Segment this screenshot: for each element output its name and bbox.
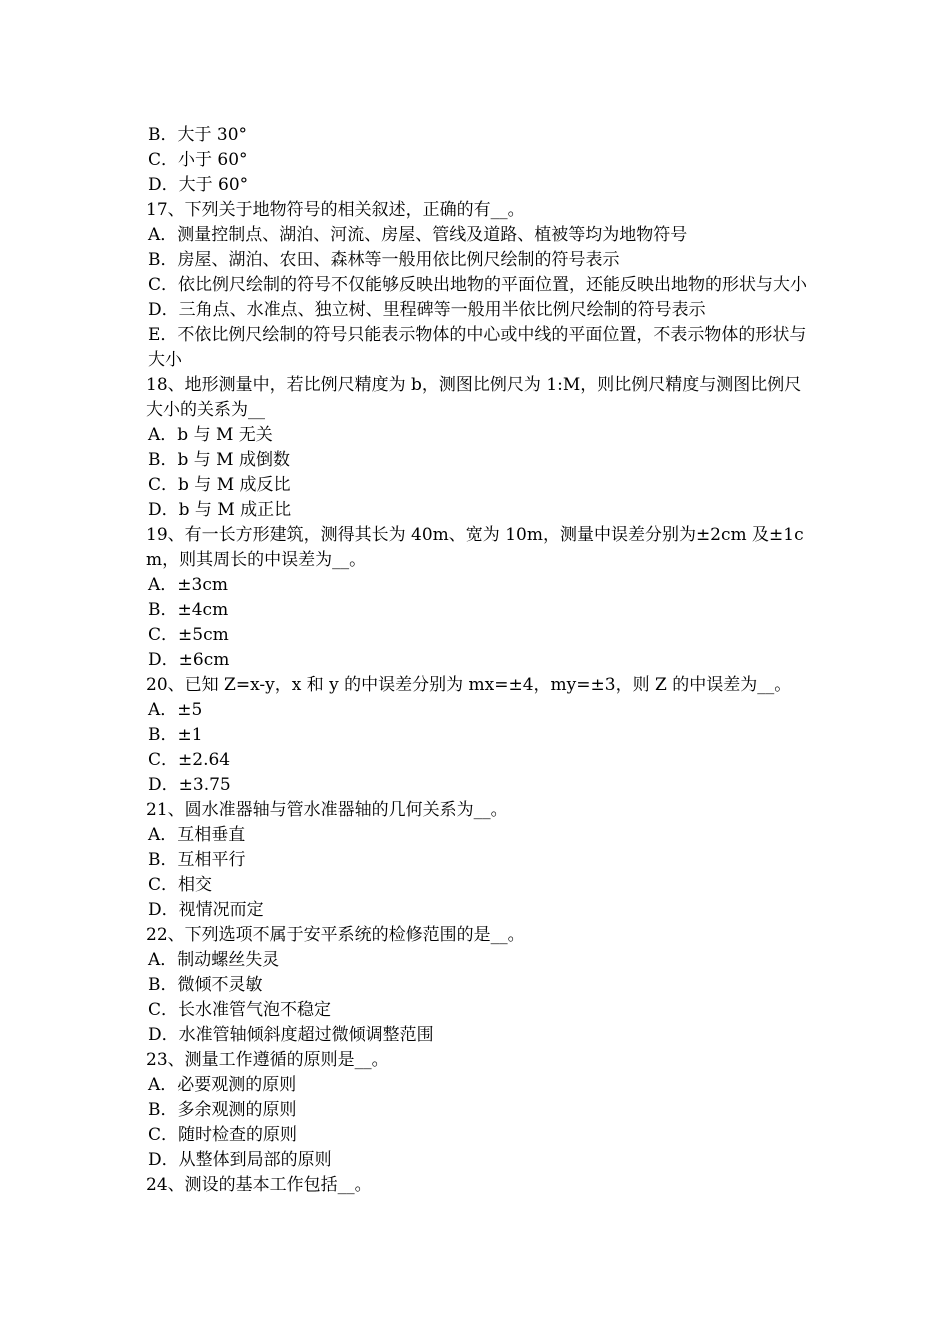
q17-stem: 17、下列关于地物符号的相关叙述，正确的有__。	[146, 200, 525, 220]
q22-option-a: A．制动螺丝失灵	[148, 950, 280, 970]
q20-option-a: A．±5	[148, 700, 203, 720]
q19-option-c: C．±5cm	[148, 625, 229, 645]
q22-option-c: C．长水准管气泡不稳定	[148, 1000, 332, 1020]
q19-option-b: B．±4cm	[148, 600, 229, 620]
q17-option-a: A．测量控制点、湖泊、河流、房屋、管线及道路、植被等均为地物符号	[148, 225, 688, 245]
q23-stem: 23、测量工作遵循的原则是__。	[146, 1050, 389, 1070]
q22-option-d: D．水准管轴倾斜度超过微倾调整范围	[148, 1025, 434, 1045]
q21-option-b: B．互相平行	[148, 850, 246, 870]
q17-option-b: B．房屋、湖泊、农田、森林等一般用依比例尺绘制的符号表示	[148, 250, 620, 270]
q16-option-c: C．小于 60°	[148, 150, 248, 170]
q18-option-a: A．b 与 M 无关	[148, 425, 273, 445]
q23-option-c: C．随时检查的原则	[148, 1125, 298, 1145]
q18-option-c: C．b 与 M 成反比	[148, 475, 291, 495]
q21-option-c: C．相交	[148, 875, 213, 895]
q22-option-b: B．微倾不灵敏	[148, 975, 263, 995]
q21-option-d: D．视情况而定	[148, 900, 264, 920]
q23-option-b: B．多余观测的原则	[148, 1100, 297, 1120]
q17-option-c: C．依比例尺绘制的符号不仅能够反映出地物的平面位置，还能反映出地物的形状与大小	[148, 275, 808, 295]
q19-option-d: D．±6cm	[148, 650, 230, 670]
q23-option-d: D．从整体到局部的原则	[148, 1150, 332, 1170]
q19-stem: 19、有一长方形建筑，测得其长为 40m、宽为 10m，测量中误差分别为±2cm 及±1cm，则其周长的中误差为__。	[146, 525, 804, 570]
q23-option-a: A．必要观测的原则	[148, 1075, 297, 1095]
q18-option-d: D．b 与 M 成正比	[148, 500, 292, 520]
q18-stem: 18、地形测量中，若比例尺精度为 b，测图比例尺为 1:M，则比例尺精度与测图比例尺大小的关系为__	[146, 375, 802, 420]
q17-option-e: E．不依比例尺绘制的符号只能表示物体的中心或中线的平面位置，不表示物体的形状与大小	[148, 325, 807, 370]
q22-stem: 22、下列选项不属于安平系统的检修范围的是__。	[146, 925, 525, 945]
q20-option-b: B．±1	[148, 725, 203, 745]
q21-option-a: A．互相垂直	[148, 825, 246, 845]
q20-stem: 20、已知 Z=x-y，x 和 y 的中误差分别为 mx=±4，my=±3，则 Z 的中误差为__。	[146, 675, 792, 695]
q20-option-c: C．±2.64	[148, 750, 231, 770]
q19-option-a: A．±3cm	[148, 575, 228, 595]
q16-option-b: B．大于 30°	[148, 125, 248, 145]
q17-option-d: D．三角点、水准点、独立树、里程碑等一般用半依比例尺绘制的符号表示	[148, 300, 706, 320]
q18-option-b: B．b 与 M 成倒数	[148, 450, 290, 470]
q16-option-d: D．大于 60°	[148, 175, 249, 195]
q21-stem: 21、圆水准器轴与管水准器轴的几何关系为__。	[146, 800, 508, 820]
q24-stem: 24、测设的基本工作包括__。	[146, 1175, 372, 1195]
q20-option-d: D．±3.75	[148, 775, 231, 795]
exam-questions	[146, 123, 811, 1198]
